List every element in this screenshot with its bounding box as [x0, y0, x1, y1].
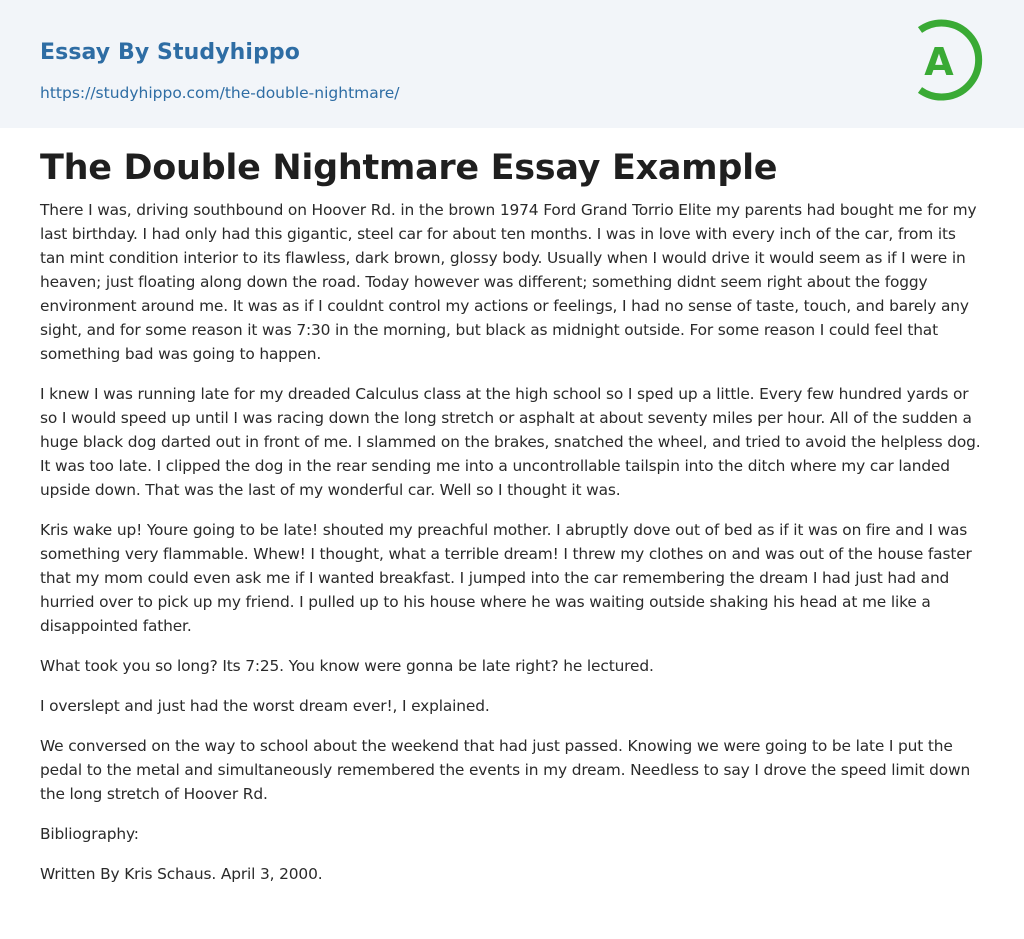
paragraph: Kris wake up! Youre going to be late! shouted my preachful mother. I abruptly dove out of bed as if it was on fire and I was something very flammable. Whew! I thought, what a terrible dream! I threw my clothes on and was out of the house faster that my mom could even ask me if I wanted breakfast. I jumped into the car remembering the dream I had just had and hurried over to pick up my friend. I pulled up to his house where he was waiting outside shaking his head at me like a disappointed father.: [40, 521, 972, 635]
paragraph: I knew I was running late for my dreaded Calculus class at the high school so I sped up a little. Every few hundred yards or so I would speed up until I was racing down the long stretch or asphalt at about seventy miles per hour. All of the sudden a huge black dog darted out in front of me. I slammed on the brakes, snatched the wheel, and tried to avoid the helpless dog. It was too late. I clipped the dog in the rear sending me into a uncontrollable tailspin into the ditch where my car landed upside down. That was the last of my wonderful car. Well so I thought it was.: [40, 385, 981, 499]
brand-title[interactable]: Essay By Studyhippo: [40, 40, 300, 65]
article: [0, 128, 1024, 886]
site-header: [0, 0, 1024, 128]
paragraph: There I was, driving southbound on Hoover Rd. in the brown 1974 Ford Grand Torrio Elite my parents had bought me for my last birthday. I had only had this gigantic, steel car for about ten months. I was in love with every inch of the car, from its tan mint condition interior to its flawless, dark brown, glossy body. Usually when I would drive it would seem as if I were in heaven; just floating along down the road. Today however was different; something didnt seem right about the foggy environment around me. It was as if I couldnt control my actions or feelings, I had no sense of taste, touch, and barely any sight, and for some reason it was 7:30 in the morning, but black as midnight outside. For some reason I could feel that something bad was going to happen.: [40, 201, 977, 363]
paragraph: I overslept and just had the worst dream ever!, I explained.: [40, 697, 490, 715]
bibliography-entry: Written By Kris Schaus. April 3, 2000.: [40, 865, 323, 883]
paragraph: What took you so long? Its 7:25. You know were gonna be late right? he lectured.: [40, 657, 654, 675]
source-url-link[interactable]: https://studyhippo.com/the-double-nightmare/: [40, 84, 400, 102]
logo-letter: A: [924, 40, 954, 84]
bibliography-heading: Bibliography:: [40, 825, 139, 843]
page-title: The Double Nightmare Essay Example: [40, 148, 778, 188]
paragraph: We conversed on the way to school about the weekend that had just passed. Knowing we were going to be late I put the pedal to the metal and simultaneously remembered the events in my dream. Needless to say I drove the speed limit down the long stretch of Hoover Rd.: [40, 737, 971, 803]
studyhippo-logo-icon[interactable]: [908, 18, 988, 106]
